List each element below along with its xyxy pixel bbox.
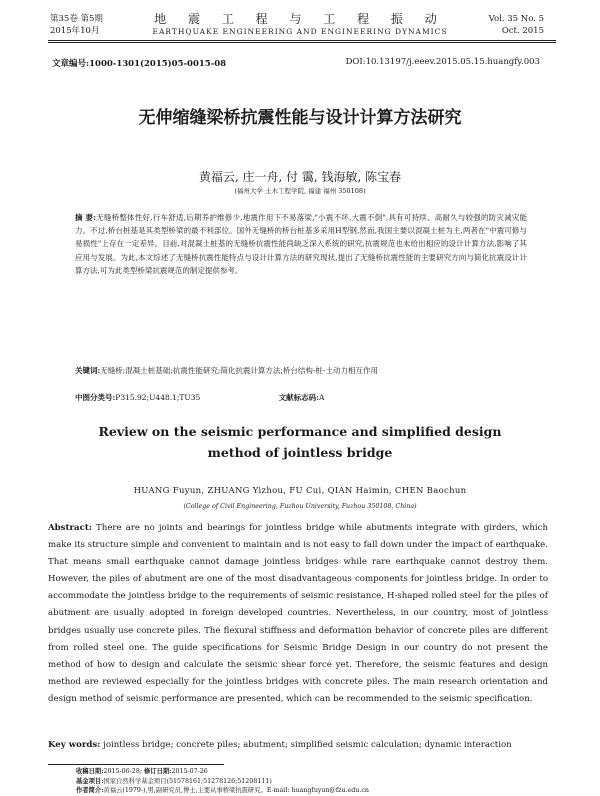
header-right [489,13,544,37]
authors-en: HUANG Fuyun, ZHUANG Yizhou, FU Cui, QIAN Haimin, CHEN Baochun [133,486,467,496]
author-bio-label: 作者简介: [76,787,104,794]
classification-label: 中图分类号: [75,393,116,402]
article-number [52,57,226,69]
doc-code-label: 文献标志码: [278,393,319,402]
funding-text: 国家自然科学基金项目(51578161;51278126;51208111) [103,778,272,785]
footnote-dates [76,767,556,777]
abstract-cn-label: 摘 要: [75,213,97,222]
article-number-label: 文章编号: [52,59,90,69]
abstract-en-text: There are no joints and bearings for jointless bridge while abutments integrate with girders, which make its structure simple and convenient to maintain and is not easy to fall down under the impact of earthquake. That means small earthquake cannot damage jointless bridges while rare earthquake cannot destroy them. However, the piles of abutment are one of the most disadvantageous components for jointless bridge. In order to accommodate the jointless bridge to the requirements of seismic resistance, H-shaped rolled steel for the piles of abutment are usually adopted in foreign developed countries. Nevertheless, in our country, most of jointless bridges usually use concrete piles. The flexural stiffness and deformation behavior of concrete piles are different from rolled steel one. The guide specifications for Seismic Bridge Design in our country do not present the method of how to design and calculate the seismic shear force yet. Therefore, the seismic features and design method are reviewed especially for the jointless bridges with concrete piles. The main research orientation and design method of seismic performance are presented, which can be recommended to the seismic specification. [48,523,549,704]
revised-label: 修订日期: [143,768,172,775]
classification-cn [75,392,360,403]
keywords-en-text: jointless bridge; concrete piles; abutment; simplified seismic calculation; dynamic interaction [103,740,512,750]
received-date: 2015-06-28; [103,768,142,775]
title-en-line2: method of jointless bridge [207,445,393,460]
abstract-en-label: Abstract: [48,523,92,533]
keywords-en [48,740,553,750]
abstract-cn [75,211,527,277]
keywords-cn-text: 无缝桥;混凝土桩基础;抗震性能研究;简化抗震计算方法;桥台结构-桩-土动力相互作用 [100,366,378,375]
volume-issue-en: Vol. 35 No. 5 [488,14,544,24]
footnote-rule [48,764,224,765]
title-en [0,421,600,463]
doc-code-value: A [318,393,325,402]
funding-label: 基金项目: [76,778,104,785]
abstract-cn-text: 无缝桥整体性好,行车舒适,后期养护维修少,地震作用下不易落梁,"小震不坏,大震不倒",具有可持续、高耐久与较强的防灾减灾能力。不过,桥台桩基是其类型桥梁的最不利部位。国外无缝桥的桥台桩基多采用H型钢,然而,我国主要以混凝土桩为主,两者在"中震可修与易损性"上存在一定差异。目前,对混凝土桩基的无缝桥抗震性能尚缺乏深入系统的研究,抗震规范也未给出相应的设计计算方法,影响了其应用与发展。为此,本文综述了无缝桥抗震性能特点与设计计算方法的研究现状,提出了无缝桥抗震性能的主要研究方向与简化抗震设计计算方法,可为此类型桥梁抗震规范的制定提供参考。 [75,213,527,275]
affiliation-en: (College of Civil Engineering, Fuzhou University, Fuzhou 350108, China) [183,503,417,510]
journal-title-en: EARTHQUAKE ENGINEERING AND ENGINEERING DYNAMICS [152,27,448,36]
keywords-en-label: Key words: [48,740,101,750]
revised-date: 2015-07-26 [171,768,208,775]
article-number-value: 1000-1301(2015)05-0015-08 [89,59,227,69]
header-rule-2 [48,42,556,43]
received-label: 收稿日期: [76,768,104,775]
abstract-en [48,520,548,708]
footnote-author [76,786,556,796]
header-rule [48,40,556,41]
title-en-line1: Review on the seismic performance and simplified design [98,424,502,439]
date-cn: 2015年10月 [50,26,100,36]
doi: DOI:10.13197/j.eeev.2015.05.15.huangfy.003 [345,57,540,67]
volume-issue-cn: 第35卷 第5期 [50,14,103,24]
author-bio-text: 黄福云(1979-),男,副研究员,博士,主要从事桥梁抗震研究。E-mail: huangfuyun@fzu.edu.cn [103,787,369,794]
affiliation-cn: (福州大学 土木工程学院, 福建 福州 350108) [234,187,366,195]
keywords-cn-label: 关键词: [75,366,101,375]
keywords-cn [75,364,527,377]
journal-title-cn: 地 震 工 程 与 工 程 振 动 [154,12,446,26]
date-en: Oct. 2015 [501,26,544,36]
title-cn: 无伸缩缝梁桥抗震性能与设计计算方法研究 [138,108,462,128]
authors-cn: 黄福云, 庄一舟, 付 霭, 钱海敏, 陈宝春 [198,170,402,184]
classification-value: P315.92;U448.1;TU35 [115,393,201,402]
